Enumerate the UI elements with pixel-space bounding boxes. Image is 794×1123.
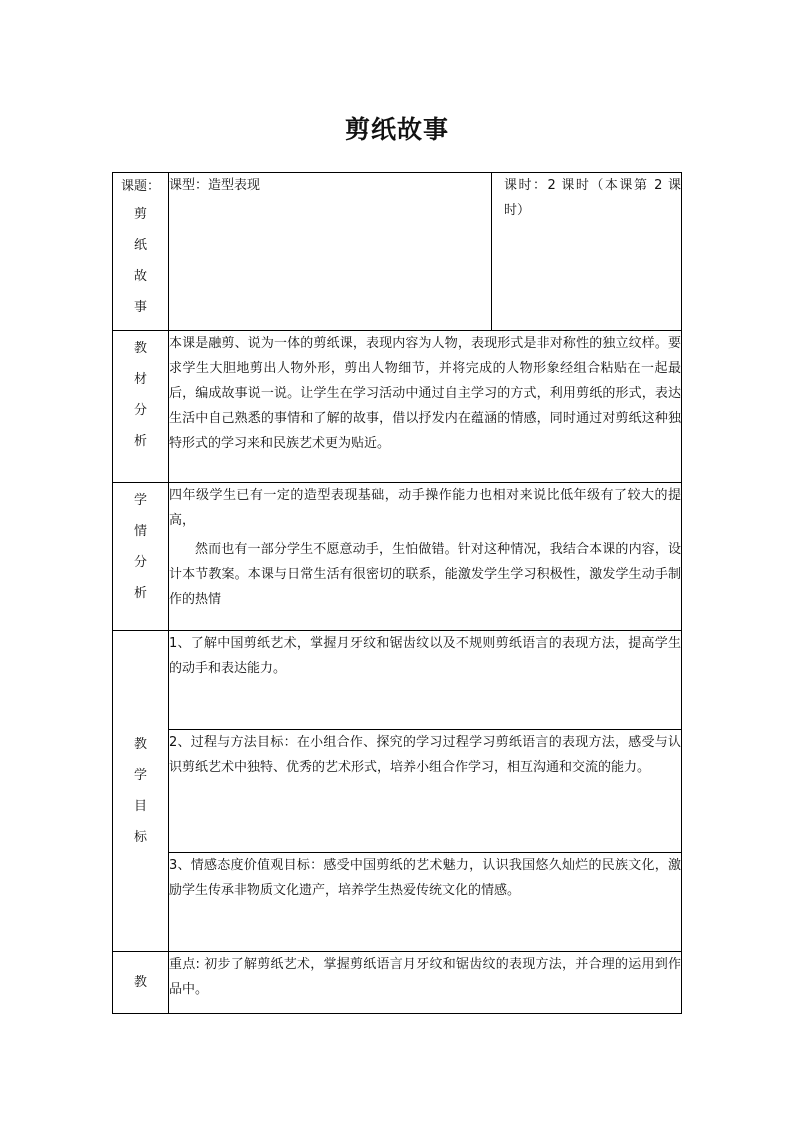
student-analysis-text bbox=[169, 483, 682, 631]
label-char: 分 bbox=[133, 403, 147, 418]
label-char: 教 bbox=[133, 975, 147, 990]
topic-char: 剪 bbox=[133, 207, 147, 222]
lesson-plan-table bbox=[112, 172, 682, 1014]
goal-row-2 bbox=[113, 730, 682, 853]
key-points-text: 重点: 初步了解剪纸艺术，掌握剪纸语言月牙纹和锯齿纹的表现方法，并合理的运用到作品中。 bbox=[169, 952, 682, 1014]
page-title: 剪纸故事 bbox=[344, 115, 449, 144]
lesson-hours: 课时：2 课时（本课第 2 课时） bbox=[492, 173, 682, 331]
student-analysis-para1: 四年级学生已有一定的造型表现基础，动手操作能力也相对来说比低年级有了较大的提高， bbox=[169, 488, 681, 528]
material-analysis-text: 本课是融剪、说为一体的剪纸课，表现内容为人物，表现形式是非对称性的独立纹样。要求学生大胆地剪出人物外形，剪出人物细节，并将完成的人物形象经组合粘贴在一起最后，编成故事说一说。让学生在学习活动中通过自主学习的方式，利用剪纸的形式，表达生活中自己熟悉的事情和了解的故事，借以抒发内在蕴涵的情感，同时通过对剪纸这种独特形式的学习来和民族艺术更为贴近。 bbox=[169, 331, 682, 483]
label-char: 材 bbox=[133, 372, 147, 387]
label-char: 标 bbox=[133, 830, 147, 845]
topic-char: 事 bbox=[133, 300, 147, 315]
label-char: 分 bbox=[133, 555, 147, 570]
material-analysis-label bbox=[113, 331, 169, 483]
goal-3: 3、情感态度价值观目标：感受中国剪纸的艺术魅力，认识我国悠久灿烂的民族文化，激励学生传承非物质文化遗产，培养学生热爱传统文化的情感。 bbox=[169, 853, 682, 952]
topic-char: 纸 bbox=[133, 238, 147, 253]
label-char: 目 bbox=[133, 799, 147, 814]
label-char: 学 bbox=[133, 768, 147, 783]
goal-row-1 bbox=[113, 631, 682, 730]
student-analysis-label bbox=[113, 483, 169, 631]
goal-2: 2、过程与方法目标：在小组合作、探究的学习过程学习剪纸语言的表现方法，感受与认识剪纸艺术中独特、优秀的艺术形式，培养小组合作学习，相互沟通和交流的能力。 bbox=[169, 730, 682, 853]
label-char: 析 bbox=[133, 586, 147, 601]
label-char: 析 bbox=[133, 434, 147, 449]
student-analysis-row bbox=[113, 483, 682, 631]
key-points-label bbox=[113, 952, 169, 1014]
label-char: 学 bbox=[133, 493, 147, 508]
student-analysis-para2: 然而也有一部分学生不愿意动手，生怕做错。针对这种情况，我结合本课的内容，设计本节教案。本课与日常生活有很密切的联系，能激发学生学习积极性，激发学生动手制作的热情 bbox=[169, 542, 681, 607]
label-char: 情 bbox=[133, 524, 147, 539]
topic-cell bbox=[113, 173, 169, 331]
label-char: 教 bbox=[133, 341, 147, 356]
label-char: 教 bbox=[133, 737, 147, 752]
goal-row-3 bbox=[113, 853, 682, 952]
topic-label: 课题： bbox=[120, 179, 160, 194]
goal-1: 1、了解中国剪纸艺术，掌握月牙纹和锯齿纹以及不规则剪纸语言的表现方法，提高学生的动手和表达能力。 bbox=[169, 631, 682, 730]
header-row bbox=[113, 173, 682, 331]
teaching-goals-label bbox=[113, 631, 169, 952]
key-points-row bbox=[113, 952, 682, 1014]
lesson-type: 课型：造型表现 bbox=[169, 173, 492, 331]
material-analysis-row bbox=[113, 331, 682, 483]
topic-char: 故 bbox=[133, 269, 147, 284]
